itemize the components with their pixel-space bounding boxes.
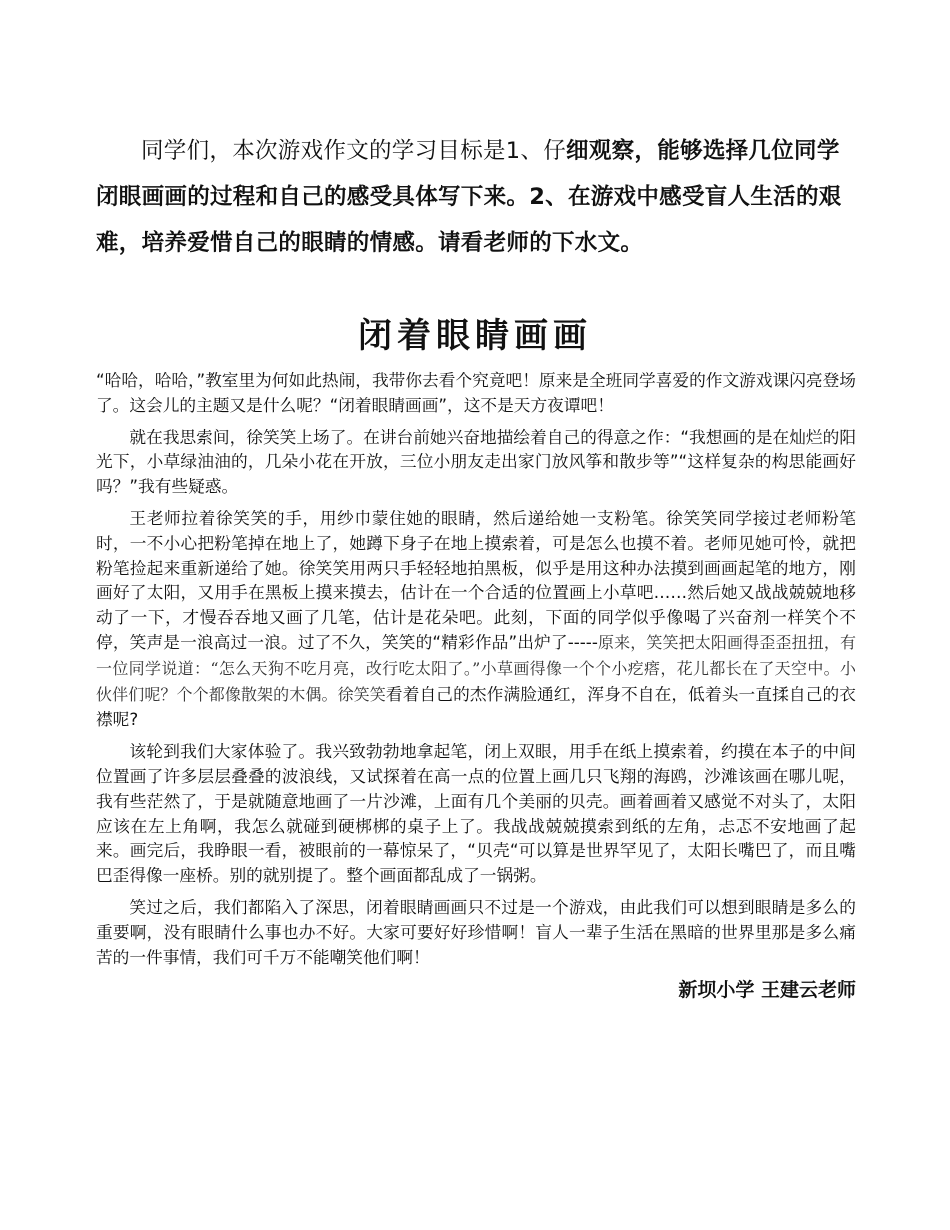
intro-text-bold: 细观察，能够选择几位同学闭眼画画的过程和自己的感受具体写下来。2、在游戏中感受盲人生活的艰难，培养爱惜自己的眼睛的情感。请看老师的下水文。	[96, 138, 842, 256]
author-signature: 新坝小学 王建云老师	[678, 979, 856, 1001]
essay-paragraph-3-part-b: 原来，笑笑把太阳画得歪歪扭扭，有一位同学说道：“怎么天狗不吃月亮，改行吃太阳了。”小草画得像一个个小疙瘩，花儿都长在了天空中。小伙伴们呢？个个都像散架的木偶。徐笑笑	[96, 632, 856, 704]
intro-paragraph	[96, 128, 856, 266]
essay-paragraph-3-part-a: 王老师拉着徐笑笑的手，用纱巾蒙住她的眼睛，然后递给她一支粉笔。徐笑笑同学接过老师粉笔时，一不小心把粉笔掉在地上了，她蹲下身子在地上摸索着，可是怎么也摸不着。老师见她可怜，就把粉笔捡起来重新递给了她。徐笑笑用两只手轻轻地拍黑板，似乎是用这种办法摸到画画起笔的地方，刚画好了太阳，又用手在黑板上摸来摸去，估计在一个合适的位置画上小草吧……然后她又战战兢兢地移动了一下，才慢吞吞地又画了几笔，估计是花朵吧。此刻，下面的同学似乎像喝了兴奋剂一样笑个不停，笑声是一浪高过一浪。过了不久，笑笑的“精彩作品”出炉了-----	[96, 507, 856, 652]
essay-paragraph-1: “哈哈，哈哈，”教室里为何如此热闹，我带你去看个究竟吧！原来是全班同学喜爱的作文游戏课闪亮登场了。这会儿的主题又是什么呢？“闭着眼睛画画”，这不是天方夜谭吧！	[96, 370, 856, 415]
essay-title: 闭着眼睛画画	[358, 316, 592, 356]
essay-paragraph-2: 就在我思索间，徐笑笑上场了。在讲台前她兴奋地描绘着自己的得意之作：“我想画的是在灿烂的阳光下，小草绿油油的，几朵小花在开放，三位小朋友走出家门放风筝和散步等”“这样复杂的构思能画好吗？”我有些疑惑。	[96, 426, 856, 497]
essay-paragraph-4: 该轮到我们大家体验了。我兴致勃勃地拿起笔，闭上双眼，用手在纸上摸索着，约摸在本子的中间位置画了许多层层叠叠的波浪线，又试探着在高一点的位置上画几只飞翔的海鸥，沙滩该画在哪儿呢，我有些茫然了，于是就随意地画了一片沙滩，上面有几个美丽的贝壳。画着画着又感觉不对头了，太阳应该在左上角啊，我怎么就碰到硬梆梆的桌子上了。我战战兢兢摸索到纸的左角，忐忑不安地画了起来。画完后，我睁眼一看，被眼前的一幕惊呆了，“贝壳“可以算是世界罕见了，太阳长嘴巴了，而且嘴巴歪得像一座桥。别的就别提了。整个画面都乱成了一锅粥。	[96, 741, 856, 886]
essay-body	[96, 368, 856, 976]
intro-text-regular: 同学们，本次游戏作文的学习目标是1、仔	[141, 138, 567, 164]
essay-paragraph-5: 笑过之后，我们都陷入了深思，闭着眼睛画画只不过是一个游戏，由此我们可以想到眼睛是多么的重要啊，没有眼睛什么事也办不好。大家可要好好珍惜啊！盲人一辈子生活在黑暗的世界里那是多么痛苦的一件事情，我们可千万不能嘲笑他们啊！	[96, 896, 856, 967]
essay-paragraph-3	[96, 506, 856, 732]
essay-paragraph-3-part-c: 看着自己的杰作满脸通红，浑身不自在，低着头一直揉自己的衣襟呢?	[96, 683, 856, 730]
